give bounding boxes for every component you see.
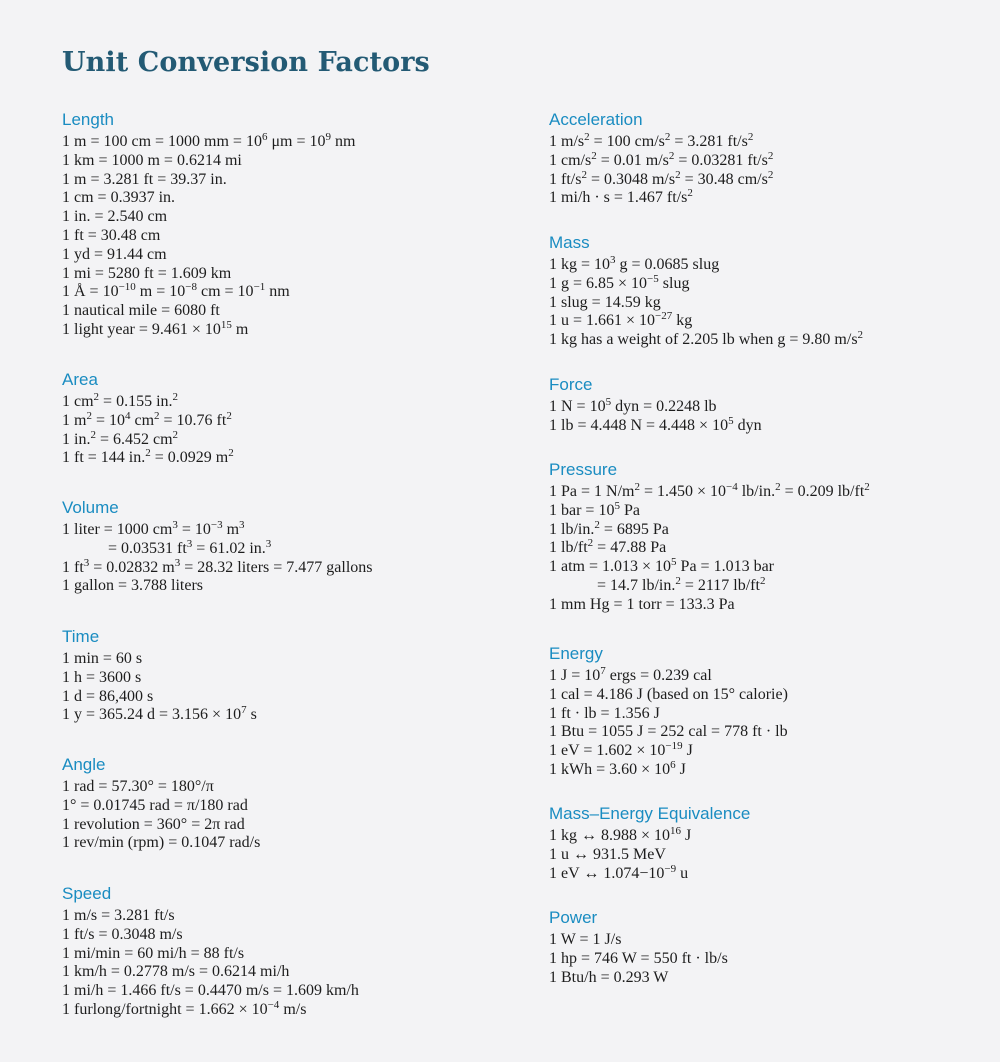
- conversion-line: 1 ft/s = 0.3048 m/s: [62, 925, 183, 943]
- conversion-line: 1 km = 1000 m = 0.6214 mi: [62, 151, 242, 169]
- conversion-line: 1 liter = 1000 $cm^3 = 10^{-3}$ $m^3$: [62, 519, 245, 538]
- conversion-line: 1 light year = $9.461 \times 10^{15}$ m: [62, 318, 249, 338]
- conversion-line: 1 mi/min = 60 mi/h = 88 ft/s: [62, 944, 245, 962]
- conversion-line: 1 mi/h · s = 1.467 $ft/s^2$: [549, 187, 693, 207]
- section-mass-energy: [549, 803, 969, 883]
- conversion-line: 1 $cm/s^2 = 0.01$ $m/s^2 = 0.03281$ $ft/s^2$: [549, 149, 774, 169]
- conversion-line: 1 ft · lb = 1.356 J: [549, 704, 660, 722]
- conversion-line: 1 rad = 57.30° = 180°/π: [62, 778, 214, 795]
- conversion-line: 1 $lb/ft^2 = 47.88$ Pa: [549, 537, 667, 557]
- section-area: [62, 369, 482, 468]
- conversion-line: 1 cm = 0.3937 in.: [62, 189, 176, 207]
- conversion-line: = 14.7 lb/in.$^2$ = 2117 $lb/ft^2$: [597, 574, 766, 594]
- conversion-line: 1 m/s = 3.281 ft/s: [62, 907, 175, 924]
- conversion-line: 1 lb/in.$^2$ = 6895 Pa: [549, 518, 669, 538]
- conversion-line: 1 lb = 4.448 $N = 4.448 \times 10^5$ dyn: [549, 414, 762, 434]
- conversion-line: 1 Btu = 1055 J = 252 cal = 778 ft · lb: [549, 723, 788, 741]
- conversion-line: 1 furlong/fortnight = $1.662 \times 10^{-4}$ m/s: [62, 998, 307, 1018]
- conversion-line: 1 revolution = 360° = 2π rad: [62, 815, 245, 833]
- conversion-line: 1 m = 100 cm = 1000 mm = $10^6$ $\mu m = 10^9$ nm: [62, 131, 356, 150]
- conversion-line: 1 d = 86,400 s: [62, 687, 154, 705]
- conversion-line: 1 u ↔ 931.5 MeV: [549, 845, 666, 863]
- section-angle: [62, 754, 482, 853]
- conversion-line: 1 m = 3.281 ft = 39.37 in.: [62, 170, 227, 188]
- conversion-line: 1 kWh = $3.60 \times 10^6$ J: [549, 758, 686, 778]
- conversion-line: 1 y = 365.24 $d = 3.156 \times 10^7$ s: [62, 704, 257, 724]
- conversion-line: 1 hp = 746 W = 550 ft · lb/s: [549, 949, 728, 967]
- conversion-line: 1 eV = $1.602 \times 10^{-19}$ J: [549, 740, 693, 760]
- conversion-line: 1 $J = 10^7$ ergs = 0.239 cal: [549, 665, 712, 684]
- conversion-line: 1 h = 3600 s: [62, 668, 142, 686]
- conversion-line: 1 mi/h = 1.466 ft/s = 0.4470 m/s = 1.609 km/h: [62, 982, 359, 1000]
- section-pressure: [549, 459, 969, 615]
- conversion-line: 1 $u = 1.661 \times 10^{-27}$ kg: [549, 310, 693, 330]
- section-acceleration: [549, 109, 969, 208]
- conversion-line: 1 bar = $10^5$ Pa: [549, 499, 640, 519]
- section-heading-pressure: Pressure: [549, 460, 618, 479]
- section-speed: [62, 883, 482, 1020]
- conversion-line: 1° = 0.01745 rad = π/180 rad: [62, 796, 248, 814]
- conversion-line: 1 in.$^2$ = 6.452 $cm^2$: [62, 428, 179, 448]
- section-heading-mass: Mass: [549, 233, 590, 252]
- section-heading-speed: Speed: [62, 884, 112, 903]
- conversion-line: 1 kg has a weight of 2.205 lb when g = 9.80 $m/s^2$: [549, 329, 864, 349]
- conversion-line: 1 $g = 6.85 \times 10^{-5}$ slug: [549, 272, 690, 292]
- section-heading-volume: Volume: [62, 498, 119, 517]
- page-title: Unit Conversion Factors: [62, 47, 430, 78]
- conversion-line: 1 Pa = 1 $N/m^2 = 1.450 \times 10^{-4}$ lb/in.$^2$ = 0.209 $lb/ft^2$: [549, 481, 870, 500]
- conversion-line: 1 yd = 91.44 cm: [62, 245, 167, 263]
- conversion-line: 1 rev/min (rpm) = 0.1047 rad/s: [62, 834, 261, 852]
- conversion-line: 1 slug = 14.59 kg: [549, 293, 661, 311]
- section-heading-area: Area: [62, 370, 98, 389]
- section-heading-length: Length: [62, 110, 114, 129]
- conversion-line: 1 $m^2 = 10^4$ $cm^2 = 10.76$ $ft^2$: [62, 409, 232, 429]
- section-heading-mass_energy: Mass–Energy Equivalence: [549, 804, 751, 823]
- section-heading-energy: Energy: [549, 644, 603, 663]
- conversion-line: 1 cal = 4.186 J (based on 15° calorie): [549, 685, 788, 703]
- section-heading-force: Force: [549, 375, 593, 394]
- conversion-line: 1 km/h = 0.2778 m/s = 0.6214 mi/h: [62, 963, 290, 981]
- conversion-line: 1 mm Hg = 1 torr = 133.3 Pa: [549, 595, 735, 613]
- section-power: [549, 907, 969, 987]
- conversion-line: 1 ft = 30.48 cm: [62, 226, 161, 244]
- section-volume: [62, 497, 482, 596]
- section-force: [549, 374, 969, 436]
- conversion-line: 1 Btu/h = 0.293 W: [549, 968, 669, 986]
- conversion-line: 1 $ft/s^2 = 0.3048$ $m/s^2 = 30.48$ $cm/s^2$: [549, 168, 774, 188]
- conversion-line: 1 gallon = 3.788 liters: [62, 577, 204, 595]
- conversion-line: 1 in. = 2.540 cm: [62, 208, 168, 226]
- conversion-line: 1 $cm^2 = 0.155$ in.$^2$: [62, 391, 179, 410]
- conversion-line: 1 nautical mile = 6080 ft: [62, 302, 220, 320]
- conversion-line: 1 atm = $1.013 \times 10^5$ Pa = 1.013 bar: [549, 556, 774, 576]
- section-time: [62, 626, 482, 725]
- section-heading-power: Power: [549, 908, 598, 927]
- conversion-line: 1 kg ↔ $8.988 \times 10^{16}$ J: [549, 825, 692, 844]
- conversion-line: = 0.03531 $ft^3 = 61.02$ in.$^3$: [108, 537, 272, 557]
- conversion-line: 1 $N = 10^5$ dyn = 0.2248 lb: [549, 396, 717, 415]
- section-heading-acceleration: Acceleration: [549, 110, 643, 129]
- conversion-line: 1 ft = 144 in.$^2$ = 0.0929 $m^2$: [62, 447, 234, 467]
- conversion-line: 1 Å = $10^{-10}$ $m = 10^{-8}$ cm = $10^{-1}$ nm: [62, 281, 290, 301]
- section-mass: [549, 232, 969, 350]
- section-length: [62, 109, 482, 340]
- conversion-line: 1 kg = $10^3$ g = 0.0685 slug: [549, 254, 720, 273]
- section-heading-time: Time: [62, 627, 100, 646]
- conversion-line: 1 W = 1 J/s: [549, 931, 622, 948]
- conversion-line: 1 eV ↔ $1.074-10^{-9}$ u: [549, 862, 689, 882]
- section-heading-angle: Angle: [62, 755, 106, 774]
- conversion-line: 1 min = 60 s: [62, 650, 143, 667]
- conversion-line: 1 $ft^3 = 0.02832$ $m^3 = 28.32$ liters = 7.477 gallons: [62, 556, 373, 576]
- conversion-line: 1 $m/s^2 = 100$ $cm/s^2 = 3.281$ $ft/s^2$: [549, 131, 754, 150]
- section-energy: [549, 643, 969, 780]
- conversion-line: 1 mi = 5280 ft = 1.609 km: [62, 264, 232, 282]
